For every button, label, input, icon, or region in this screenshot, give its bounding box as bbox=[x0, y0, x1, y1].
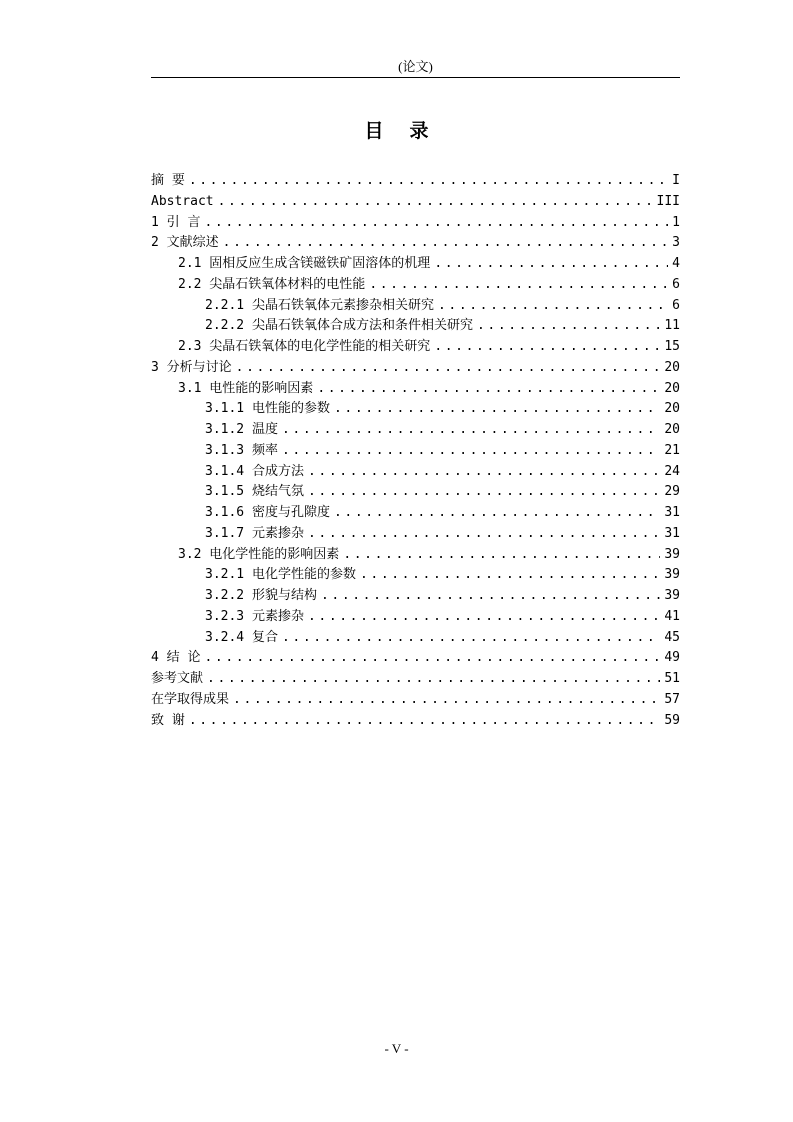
toc-leader-dots bbox=[204, 648, 660, 669]
toc-entry-label: 3.2.2 形貌与结构 bbox=[205, 588, 317, 603]
toc-entry-page: 45 bbox=[664, 629, 680, 645]
table-of-contents bbox=[151, 171, 680, 731]
page-title: 目录 bbox=[364, 120, 455, 142]
toc-entry[interactable] bbox=[151, 669, 680, 690]
toc-entry-page: 57 bbox=[664, 691, 680, 707]
toc-entry-page: 1 bbox=[672, 214, 680, 230]
toc-entry[interactable] bbox=[151, 711, 680, 732]
toc-entry-label: 2.2 尖晶石铁氧体材料的电性能 bbox=[178, 276, 366, 292]
toc-entry-page: 11 bbox=[664, 318, 680, 334]
toc-entry-label: 3.2.4 复合 bbox=[205, 629, 278, 645]
toc-leader-dots bbox=[308, 462, 660, 483]
toc-entry-page: I bbox=[672, 173, 680, 188]
toc-entry[interactable] bbox=[151, 296, 680, 317]
toc-entry[interactable] bbox=[151, 233, 680, 254]
toc-entry[interactable] bbox=[151, 316, 680, 337]
toc-entry-page: 39 bbox=[664, 567, 680, 583]
toc-entry-label: 2.2.2 尖晶石铁氧体合成方法和条件相关研究 bbox=[205, 318, 473, 334]
toc-entry[interactable] bbox=[151, 524, 680, 545]
toc-entry-page: 49 bbox=[664, 650, 680, 666]
toc-entry-label: 3.1.2 温度 bbox=[205, 422, 278, 437]
running-header: (论文) bbox=[151, 58, 680, 78]
toc-entry-page: III bbox=[656, 193, 680, 209]
toc-entry[interactable] bbox=[151, 358, 680, 379]
toc-leader-dots bbox=[282, 441, 660, 462]
toc-entry-label: 2.3 尖晶石铁氧体的电化学性能的相关研究 bbox=[178, 339, 431, 354]
toc-entry-page: 20 bbox=[664, 380, 680, 396]
toc-leader-dots bbox=[308, 524, 660, 545]
toc-entry[interactable] bbox=[151, 213, 680, 234]
toc-entry[interactable] bbox=[151, 171, 680, 192]
toc-leader-dots bbox=[189, 711, 661, 732]
toc-entry[interactable] bbox=[151, 254, 680, 275]
toc-leader-dots bbox=[218, 192, 653, 213]
toc-entry-label: 致 谢 bbox=[151, 712, 185, 728]
toc-entry[interactable] bbox=[151, 275, 680, 296]
toc-entry-page: 51 bbox=[664, 671, 680, 686]
toc-entry-label: 3.1.7 元素掺杂 bbox=[205, 525, 304, 541]
toc-leader-dots bbox=[204, 213, 668, 234]
toc-leader-dots bbox=[308, 482, 660, 503]
toc-entry[interactable] bbox=[151, 648, 680, 669]
toc-entry-label: 3.1.6 密度与孔隙度 bbox=[205, 505, 330, 520]
toc-entry-label: 3.2 电化学性能的影响因素 bbox=[178, 546, 340, 562]
toc-entry-label: 3.1.4 合成方法 bbox=[205, 463, 304, 479]
toc-entry-page: 39 bbox=[664, 588, 680, 603]
toc-leader-dots bbox=[282, 420, 660, 441]
toc-leader-dots bbox=[189, 171, 668, 192]
toc-entry[interactable] bbox=[151, 503, 680, 524]
toc-entry-label: 4 结 论 bbox=[151, 650, 201, 666]
toc-entry-label: 3.1 电性能的影响因素 bbox=[178, 380, 314, 396]
toc-entry-page: 20 bbox=[664, 422, 680, 437]
toc-entry-label: 3.1.1 电性能的参数 bbox=[205, 401, 330, 417]
toc-entry-page: 24 bbox=[664, 463, 680, 479]
toc-entry-label: 2 文献综述 bbox=[151, 235, 219, 251]
toc-leader-dots bbox=[343, 545, 660, 566]
toc-entry[interactable] bbox=[151, 420, 680, 441]
toc-entry[interactable] bbox=[151, 586, 680, 607]
toc-leader-dots bbox=[223, 233, 669, 254]
toc-leader-dots bbox=[477, 316, 660, 337]
toc-entry-page: 15 bbox=[664, 339, 680, 354]
toc-leader-dots bbox=[434, 254, 668, 275]
toc-entry-page: 21 bbox=[664, 442, 680, 458]
toc-leader-dots bbox=[282, 628, 660, 649]
toc-entry-label: 2.1 固相反应生成含镁磁铁矿固溶体的机理 bbox=[178, 256, 431, 271]
toc-entry-label: Abstract bbox=[151, 193, 214, 209]
toc-entry[interactable] bbox=[151, 628, 680, 649]
toc-entry-page: 39 bbox=[664, 546, 680, 562]
toc-leader-dots bbox=[321, 586, 660, 607]
toc-entry-label: 3 分析与讨论 bbox=[151, 359, 232, 375]
toc-entry-label: 摘 要 bbox=[151, 173, 185, 188]
toc-entry[interactable] bbox=[151, 565, 680, 586]
toc-entry-page: 6 bbox=[672, 297, 680, 313]
toc-leader-dots bbox=[434, 337, 660, 358]
toc-entry[interactable] bbox=[151, 441, 680, 462]
toc-leader-dots bbox=[233, 690, 660, 711]
toc-entry-label: 参考文献 bbox=[151, 671, 204, 686]
toc-entry-page: 20 bbox=[664, 401, 680, 417]
toc-entry[interactable] bbox=[151, 482, 680, 503]
toc-entry-page: 31 bbox=[664, 525, 680, 541]
toc-entry[interactable] bbox=[151, 379, 680, 400]
toc-entry-label: 在学取得成果 bbox=[151, 691, 230, 707]
toc-entry[interactable] bbox=[151, 399, 680, 420]
toc-entry-label: 3.2.3 元素掺杂 bbox=[205, 608, 304, 624]
toc-entry-page: 4 bbox=[672, 256, 680, 271]
toc-leader-dots bbox=[369, 275, 668, 296]
toc-entry-page: 6 bbox=[672, 276, 680, 292]
toc-entry[interactable] bbox=[151, 690, 680, 711]
toc-entry-label: 1 引 言 bbox=[151, 214, 201, 230]
toc-entry-label: 3.2.1 电化学性能的参数 bbox=[205, 567, 356, 583]
toc-leader-dots bbox=[207, 669, 660, 690]
toc-leader-dots bbox=[334, 503, 660, 524]
toc-entry-page: 31 bbox=[664, 505, 680, 520]
toc-entry-page: 29 bbox=[664, 484, 680, 500]
toc-entry-label: 2.2.1 尖晶石铁氧体元素掺杂相关研究 bbox=[205, 297, 434, 313]
toc-entry-label: 3.1.3 频率 bbox=[205, 442, 278, 458]
toc-entry[interactable] bbox=[151, 545, 680, 566]
toc-entry-page: 59 bbox=[664, 712, 680, 728]
toc-leader-dots bbox=[236, 358, 661, 379]
toc-leader-dots bbox=[334, 399, 660, 420]
toc-entry-page: 3 bbox=[672, 235, 680, 251]
toc-entry-label: 3.1.5 烧结气氛 bbox=[205, 484, 304, 500]
toc-entry[interactable] bbox=[151, 462, 680, 483]
toc-entry[interactable] bbox=[151, 337, 680, 358]
toc-entry-page: 20 bbox=[664, 359, 680, 375]
toc-leader-dots bbox=[308, 607, 660, 628]
toc-leader-dots bbox=[360, 565, 660, 586]
toc-leader-dots bbox=[317, 379, 660, 400]
toc-entry[interactable] bbox=[151, 192, 680, 213]
toc-leader-dots bbox=[438, 296, 668, 317]
page-number: - V - bbox=[384, 1041, 409, 1056]
toc-entry-page: 41 bbox=[664, 608, 680, 624]
toc-entry[interactable] bbox=[151, 607, 680, 628]
